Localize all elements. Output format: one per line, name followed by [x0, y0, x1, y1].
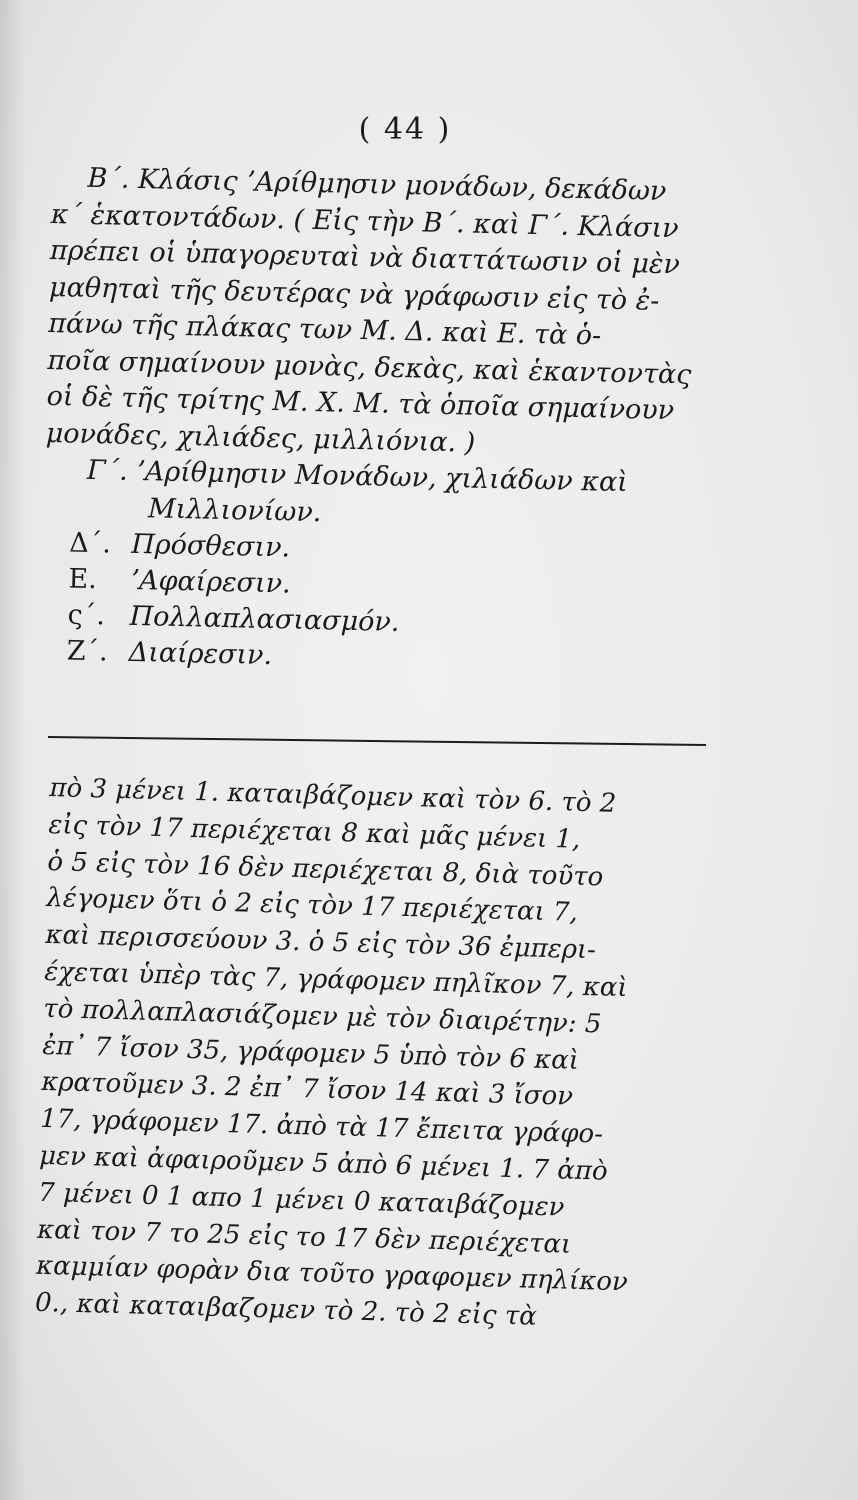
- text-line: οἱ δὲ τῆς τρίτης Μ. Χ. Μ. τὰ ὁποῖα σημαίνουν: [46, 380, 675, 427]
- upper-text-block: [40, 160, 751, 685]
- text-line: καὶ περισσεύουν 3. ὁ 5 εἰς τὸν 36 ἐμπερι-: [44, 920, 597, 966]
- text-line: καὶ τον 7 το 25 εἰς το 17 δὲν περιέχεται: [36, 1214, 572, 1260]
- text-line: λέγομεν ὅτι ὁ 2 εἰς τὸν 17 περιέχεται 7,: [45, 883, 579, 929]
- list-item-number: Δ΄.: [68, 527, 112, 560]
- section-divider: [48, 736, 706, 746]
- text-line: πρέπει οἱ ὑπαγορευταὶ νὰ διαττάτωσιν οἱ μὲν: [49, 234, 681, 281]
- text-line: 7 μένει 0 1 απο 1 μένει 0 καταιβάζομεν: [37, 1177, 565, 1223]
- text-line: Μιλλιονίων.: [147, 492, 322, 528]
- text-line: μεν καὶ ἀφαιροῦμεν 5 ἀπὸ 6 μένει 1. 7 ἀπὸ: [38, 1140, 609, 1187]
- text-line: ἐπ᾿ 7 ἴσον 35, γράφομεν 5 ὑπὸ τὸν 6 καὶ: [41, 1030, 580, 1076]
- list-item-text: Διαίρεσιν.: [128, 636, 273, 672]
- text-line: τὸ πολλαπλασιάζομεν μὲ τὸν διαιρέτην: 5: [42, 993, 602, 1040]
- text-line: πάνω τῆς πλάκας των Μ. Δ. καὶ Ε. τὰ ὁ-: [47, 307, 602, 352]
- text-line: 0., καὶ καταιβαζομεν τὸ 2. τὸ 2 εἰς τὰ: [34, 1287, 538, 1332]
- list-item-text: Πολλαπλασιασμόν.: [129, 600, 400, 638]
- text-line: κ΄ ἑκατοντάδων. ( Εἰς τὴν Β΄. καὶ Γ΄. Κλάσιν: [50, 198, 679, 244]
- text-line: εἰς τὸν 17 περιέχεται 8 καὶ μᾶς μένει 1,: [48, 809, 581, 855]
- list-item-text: ʼΑφαίρεσιν.: [130, 564, 291, 600]
- text-line: Β΄. Κλάσις ʼΑρίθμησιν μονάδων, δεκάδων: [87, 162, 667, 207]
- text-line: καμμίαν φορὰν δια τοῦτο γραφομεν πηλίκον: [35, 1251, 629, 1298]
- text-line: μαθηταὶ τῆς δευτέρας νὰ γράφωσιν εἰς τὸ ἐ-: [48, 271, 660, 317]
- text-line: Γ΄. ʼΑρίθμησιν Μονάδων, χιλιάδων καὶ: [86, 454, 629, 499]
- text-line: έχεται ὑπὲρ τὰς 7, γράφομεν πηλῖκον 7, καὶ: [43, 956, 629, 1004]
- list-item-text: Πρόσθεσιν.: [130, 528, 291, 564]
- lower-text-block: [35, 770, 750, 1341]
- text-line: ὁ 5 εἰς τὸν 16 δὲν περιέχεται 8, διὰ τοῦτο: [47, 846, 604, 893]
- page-number: ( 44 ): [358, 112, 452, 147]
- text-line: μονάδες, χιλιάδες, μιλλιόνια. ): [45, 417, 476, 459]
- text-line: 17, γράφομεν 17. ἀπὸ τὰ 17 ἔπειτα γράφο-: [39, 1104, 604, 1150]
- text-line: ποῖα σημαίνουν μονὰς, δεκὰς, καὶ ἑκαντοντὰς: [47, 344, 692, 391]
- text-line: πὸ 3 μένει 1. καταιβάζομεν καὶ τὸν 6. τὸ 2: [49, 772, 617, 819]
- spine-shadow: [0, 0, 26, 1500]
- text-line: κρατοῦμεν 3. 2 ἐπ᾿ 7 ἴσον 14 καὶ 3 ἴσον: [40, 1067, 574, 1113]
- list-item-number: ς΄.: [67, 599, 106, 632]
- list-item-number: Ζ΄.: [66, 635, 109, 668]
- list-item-number: Ε.: [68, 563, 98, 596]
